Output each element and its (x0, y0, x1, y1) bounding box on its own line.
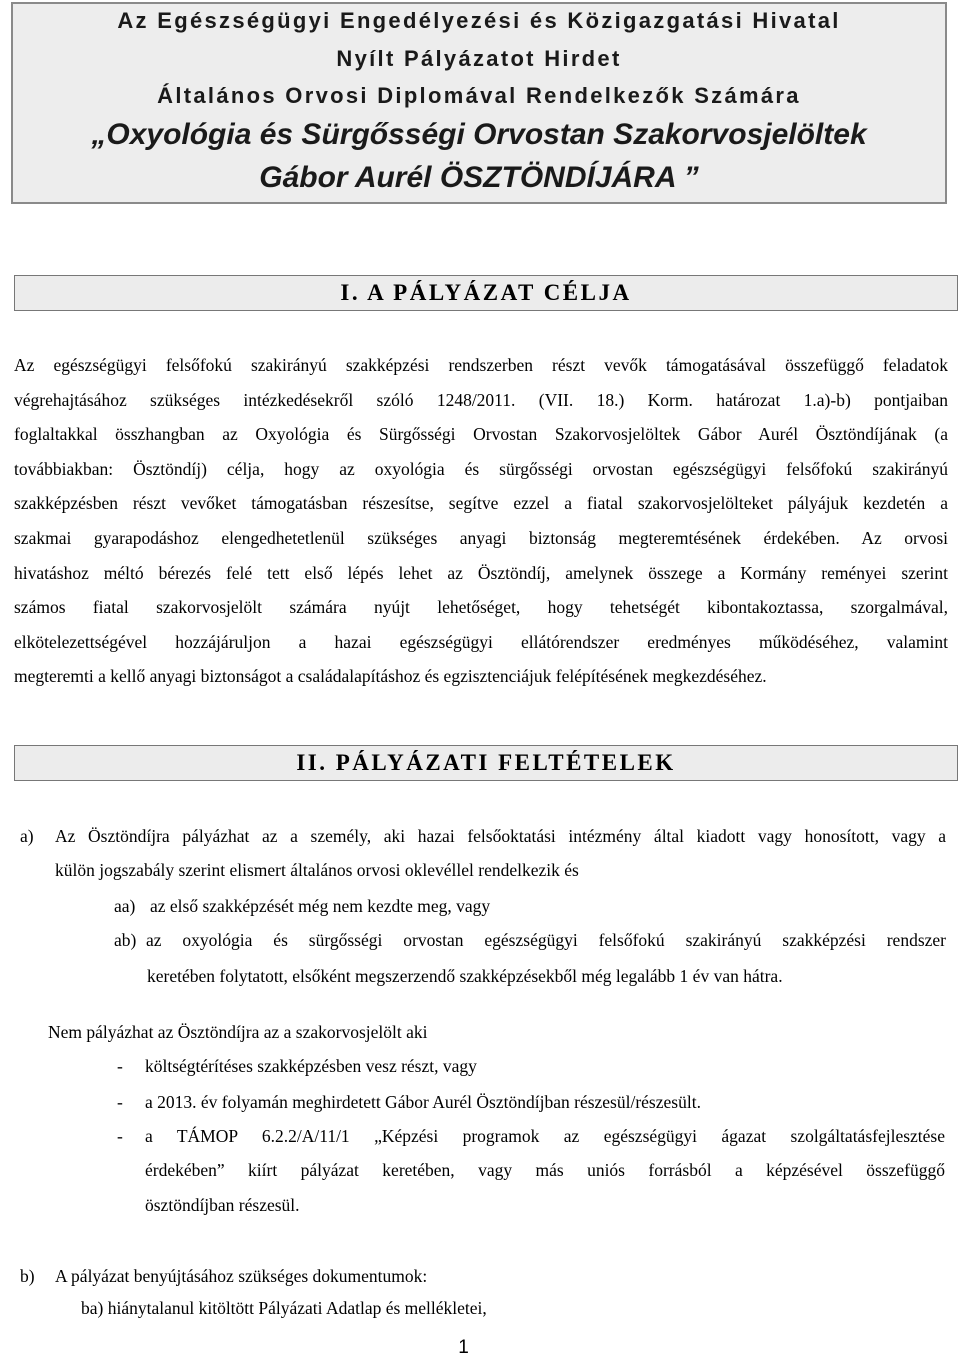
item-a-marker: a) (20, 826, 34, 846)
section-1-paragraph (14, 348, 948, 694)
item-b-text: A pályázat benyújtásához szükséges dokumentumok: (55, 1266, 428, 1286)
item-ab-line-1: az oxyológia és sürgősségi orvostan egészségügyi felsőfokú szakirányú szakképzési rendszer (146, 930, 946, 950)
paragraph-line: elkötelezettségével hozzájáruljon a hazai egészségügyi ellátórendszer eredményes működéséhez, valamint (14, 631, 948, 652)
title-line-4: „Oxyológia és Sürgősségi Orvostan Szakorvosjelöltek (91, 118, 867, 151)
not-eligible-item-3-line-2: érdekében” kiírt pályázat keretében, vagy más uniós forrásból a képzésével összefüggő (145, 1160, 945, 1180)
not-eligible-item-3-line-1: a TÁMOP 6.2.2/A/11/1 „Képzési programok az egészségügyi ágazat szolgáltatásfejlesztése (145, 1126, 945, 1146)
dash-bullet: - (117, 1126, 123, 1146)
dash-bullet: - (117, 1056, 123, 1076)
dash-bullet: - (117, 1092, 123, 1112)
paragraph-line: hivatáshoz méltó bérezés felé tett első lépés lehet az Ösztöndíj, amelynek összege a Kormány reményei szerint (14, 562, 948, 583)
not-eligible-item-1: költségtérítéses szakképzésben vesz részt, vagy (145, 1056, 477, 1076)
paragraph-line: szakképzésben részt vevőket támogatásban részesítse, segítve ezzel a fiatal szakorvosjelölteket pályájuk kezdetén a (14, 493, 948, 514)
section-2-heading: II. PÁLYÁZATI FELTÉTELEK (14, 745, 958, 781)
title-line-5: Gábor Aurél ÖSZTÖNDÍJÁRA ” (259, 161, 699, 194)
title-box (11, 2, 947, 204)
paragraph-line: továbbiakban: Ösztöndíj) célja, hogy az oxyológia és sürgősségi orvostan egészségügyi felsőfokú szakirányú (14, 458, 948, 479)
item-ba-text: ba) hiánytalanul kitöltött Pályázati Adatlap és mellékletei, (81, 1298, 487, 1318)
paragraph-line: foglaltakkal összhangban az Oxyológia és Sürgősségi Orvostan Szakorvosjelöltek Gábor Aurél Ösztöndíjának (a (14, 424, 948, 445)
paragraph-line: Az egészségügyi felsőfokú szakirányú szakképzési rendszerben részt vevők támogatásával összefüggő feladatok (14, 355, 948, 375)
title-line-1: Az Egészségügyi Engedélyezési és Közigazgatási Hivatal (117, 8, 841, 33)
page-number: 1 (458, 1337, 469, 1358)
item-ab-line-2: keretében folytatott, elsőként megszerzendő szakképzésekből még legalább 1 év van hátra. (147, 966, 783, 986)
paragraph-line: szakmai gyarapodáshoz elengedhetetlenül szükséges anyagi biztonság megteremtésének érdekében. Az orvosi (14, 527, 948, 548)
paragraph-line: megteremti a kellő anyagi biztonságot a családalapításhoz és egzisztenciájuk felépítésének megkezdéséhez. (14, 666, 767, 687)
item-aa-marker: aa) (114, 896, 136, 916)
not-eligible-intro: Nem pályázhat az Ösztöndíjra az a szakorvosjelölt aki (48, 1022, 428, 1042)
title-line-3: Általános Orvosi Diplomával Rendelkezők Számára (157, 83, 801, 108)
item-a-line-1: Az Ösztöndíjra pályázhat az a személy, aki hazai felsőoktatási intézmény által kiadott vagy honosított, vagy a (55, 826, 946, 846)
title-line-2: Nyílt Pályázatot Hirdet (336, 46, 622, 71)
item-aa-text: az első szakképzését még nem kezdte meg, vagy (150, 896, 491, 916)
paragraph-line: számos fiatal szakorvosjelölt számára nyújt lehetőséget, hogy tehetségét kibontakoztassa, szorgalmával, (14, 597, 948, 618)
not-eligible-item-3-line-3: ösztöndíjban részesül. (145, 1195, 300, 1215)
item-b-marker: b) (20, 1266, 35, 1286)
item-ab-marker: ab) (114, 930, 137, 950)
item-a-line-2: külön jogszabály szerint elismert általános orvosi oklevéllel rendelkezik és (55, 860, 579, 880)
not-eligible-item-2: a 2013. év folyamán meghirdetett Gábor Aurél Ösztöndíjban részesül/részesült. (145, 1092, 701, 1112)
section-1-heading: I. A PÁLYÁZAT CÉLJA (14, 275, 958, 311)
paragraph-line: végrehajtásához szükséges intézkedésekről szóló 1248/2011. (VII. 18.) Korm. határozat 1.a)-b) pontjaiban (14, 389, 948, 410)
